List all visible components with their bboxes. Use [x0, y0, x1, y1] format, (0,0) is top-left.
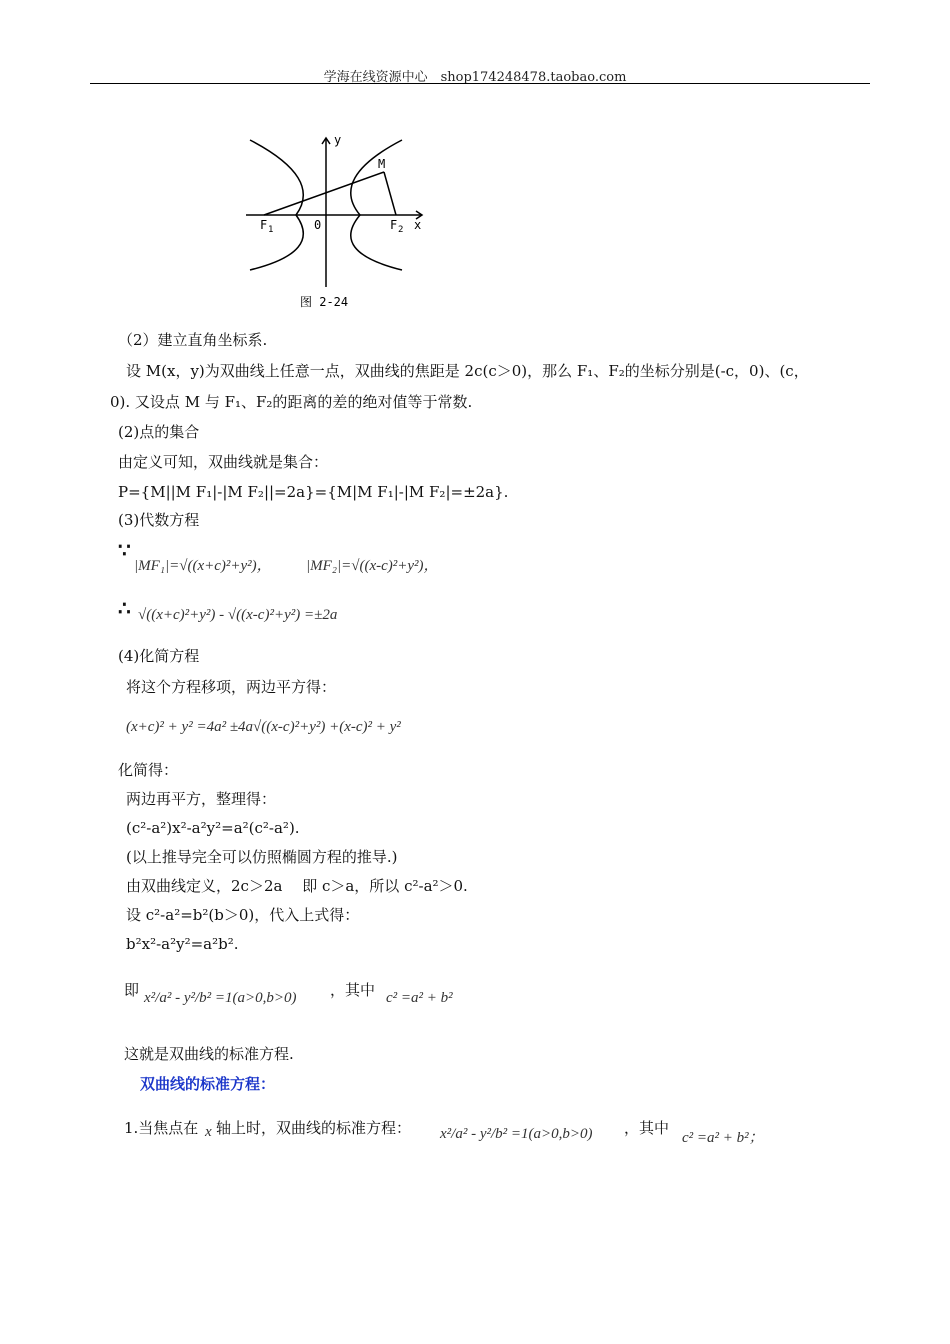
standard-heading: 双曲线的标准方程：: [140, 1075, 276, 1093]
setup-line-2: 0). 又设点 M 与 F₁、F₂的距离的差的绝对值等于常数.: [110, 393, 473, 411]
squared-equation: (x+c)² + y² =4a² ±4a√((x-c)²+y²) +(x-c)² + y²: [126, 719, 401, 735]
result-1: (c²-a²)x²-a²y²=a²(c²-a²).: [126, 819, 300, 837]
c-relation-2: c² =a² + b²；: [682, 1130, 764, 1146]
standard-form: x²/a² - y²/b² =1(a>0,b>0): [144, 990, 297, 1006]
figure-caption: 图 2-24: [300, 295, 349, 309]
case1-variable: x: [205, 1124, 212, 1140]
standard-conclusion: 这就是双曲线的标准方程.: [124, 1045, 294, 1063]
square-again: 两边再平方，整理得：: [126, 790, 277, 808]
set-intro: 由定义可知，双曲线就是集合：: [118, 453, 329, 471]
set-formula: P={M||M F₁|-|M F₂||=2a}={M|M F₁|-|M F₂|=±2a}.: [118, 483, 509, 501]
derivation-note: (以上推导完全可以仿照椭圆方程的推导.): [126, 848, 398, 866]
algebra-title: (3)代数方程: [118, 511, 200, 529]
y-axis-label: y: [334, 133, 342, 147]
case1-middle: 轴上时，双曲线的标准方程：: [216, 1119, 412, 1137]
mf1-formula: |MF₁|=√((x+c)²+y²)，: [134, 558, 272, 574]
point-m-label: M: [378, 157, 386, 171]
by-definition: 由双曲线定义，2c＞2a 即 c＞a，所以 c²-a²＞0.: [126, 877, 468, 895]
c-relation: c² =a² + b²: [386, 990, 453, 1006]
result-2: b²x²-a²y²=a²b².: [126, 935, 239, 953]
right-branch: [351, 140, 402, 270]
f2-subscript: 2: [398, 225, 404, 235]
setup-line-1: 设 M(x，y)为双曲线上任意一点，双曲线的焦距是 2c(c＞0)，那么 F₁、F₂的坐标分别是(-c，0)、(c，: [126, 362, 809, 380]
segment-m-f2: [384, 172, 396, 215]
page-header: 学海在线资源中心 shop174248478.taobao.com: [323, 70, 627, 85]
simplify-title: (4)化简方程: [118, 647, 200, 665]
f1-subscript: 1: [268, 225, 274, 235]
case1-prefix: 1.当焦点在: [124, 1119, 199, 1137]
set-title: (2)点的集合: [118, 423, 200, 441]
hyperbola-figure: [240, 130, 440, 315]
f1-label: F: [260, 218, 268, 232]
left-branch: [250, 140, 303, 270]
therefore-symbol: ∴: [118, 596, 131, 620]
let-b: 设 c²-a²=b²(b＞0)，代入上式得：: [126, 906, 360, 924]
step2-title: （2）建立直角坐标系.: [118, 331, 268, 349]
ji-prefix: 即: [124, 981, 140, 999]
because-symbol: ∵: [118, 538, 131, 562]
origin-label: 0: [314, 218, 322, 232]
f2-label: F: [390, 218, 398, 232]
where-1: ，其中: [330, 981, 376, 999]
where-2: ，其中: [624, 1119, 670, 1137]
case1-standard-form: x²/a² - y²/b² =1(a>0,b>0): [440, 1126, 593, 1142]
simplify-label: 化简得：: [118, 761, 179, 779]
difference-equation: √((x+c)²+y²) - √((x-c)²+y²) =±2a: [138, 607, 338, 623]
simplify-intro: 将这个方程移项，两边平方得：: [126, 678, 337, 696]
x-axis-label: x: [414, 218, 422, 232]
header-rule: [90, 83, 870, 84]
mf2-formula: |MF₂|=√((x-c)²+y²)，: [306, 558, 439, 574]
segment-f1-m: [264, 172, 384, 215]
